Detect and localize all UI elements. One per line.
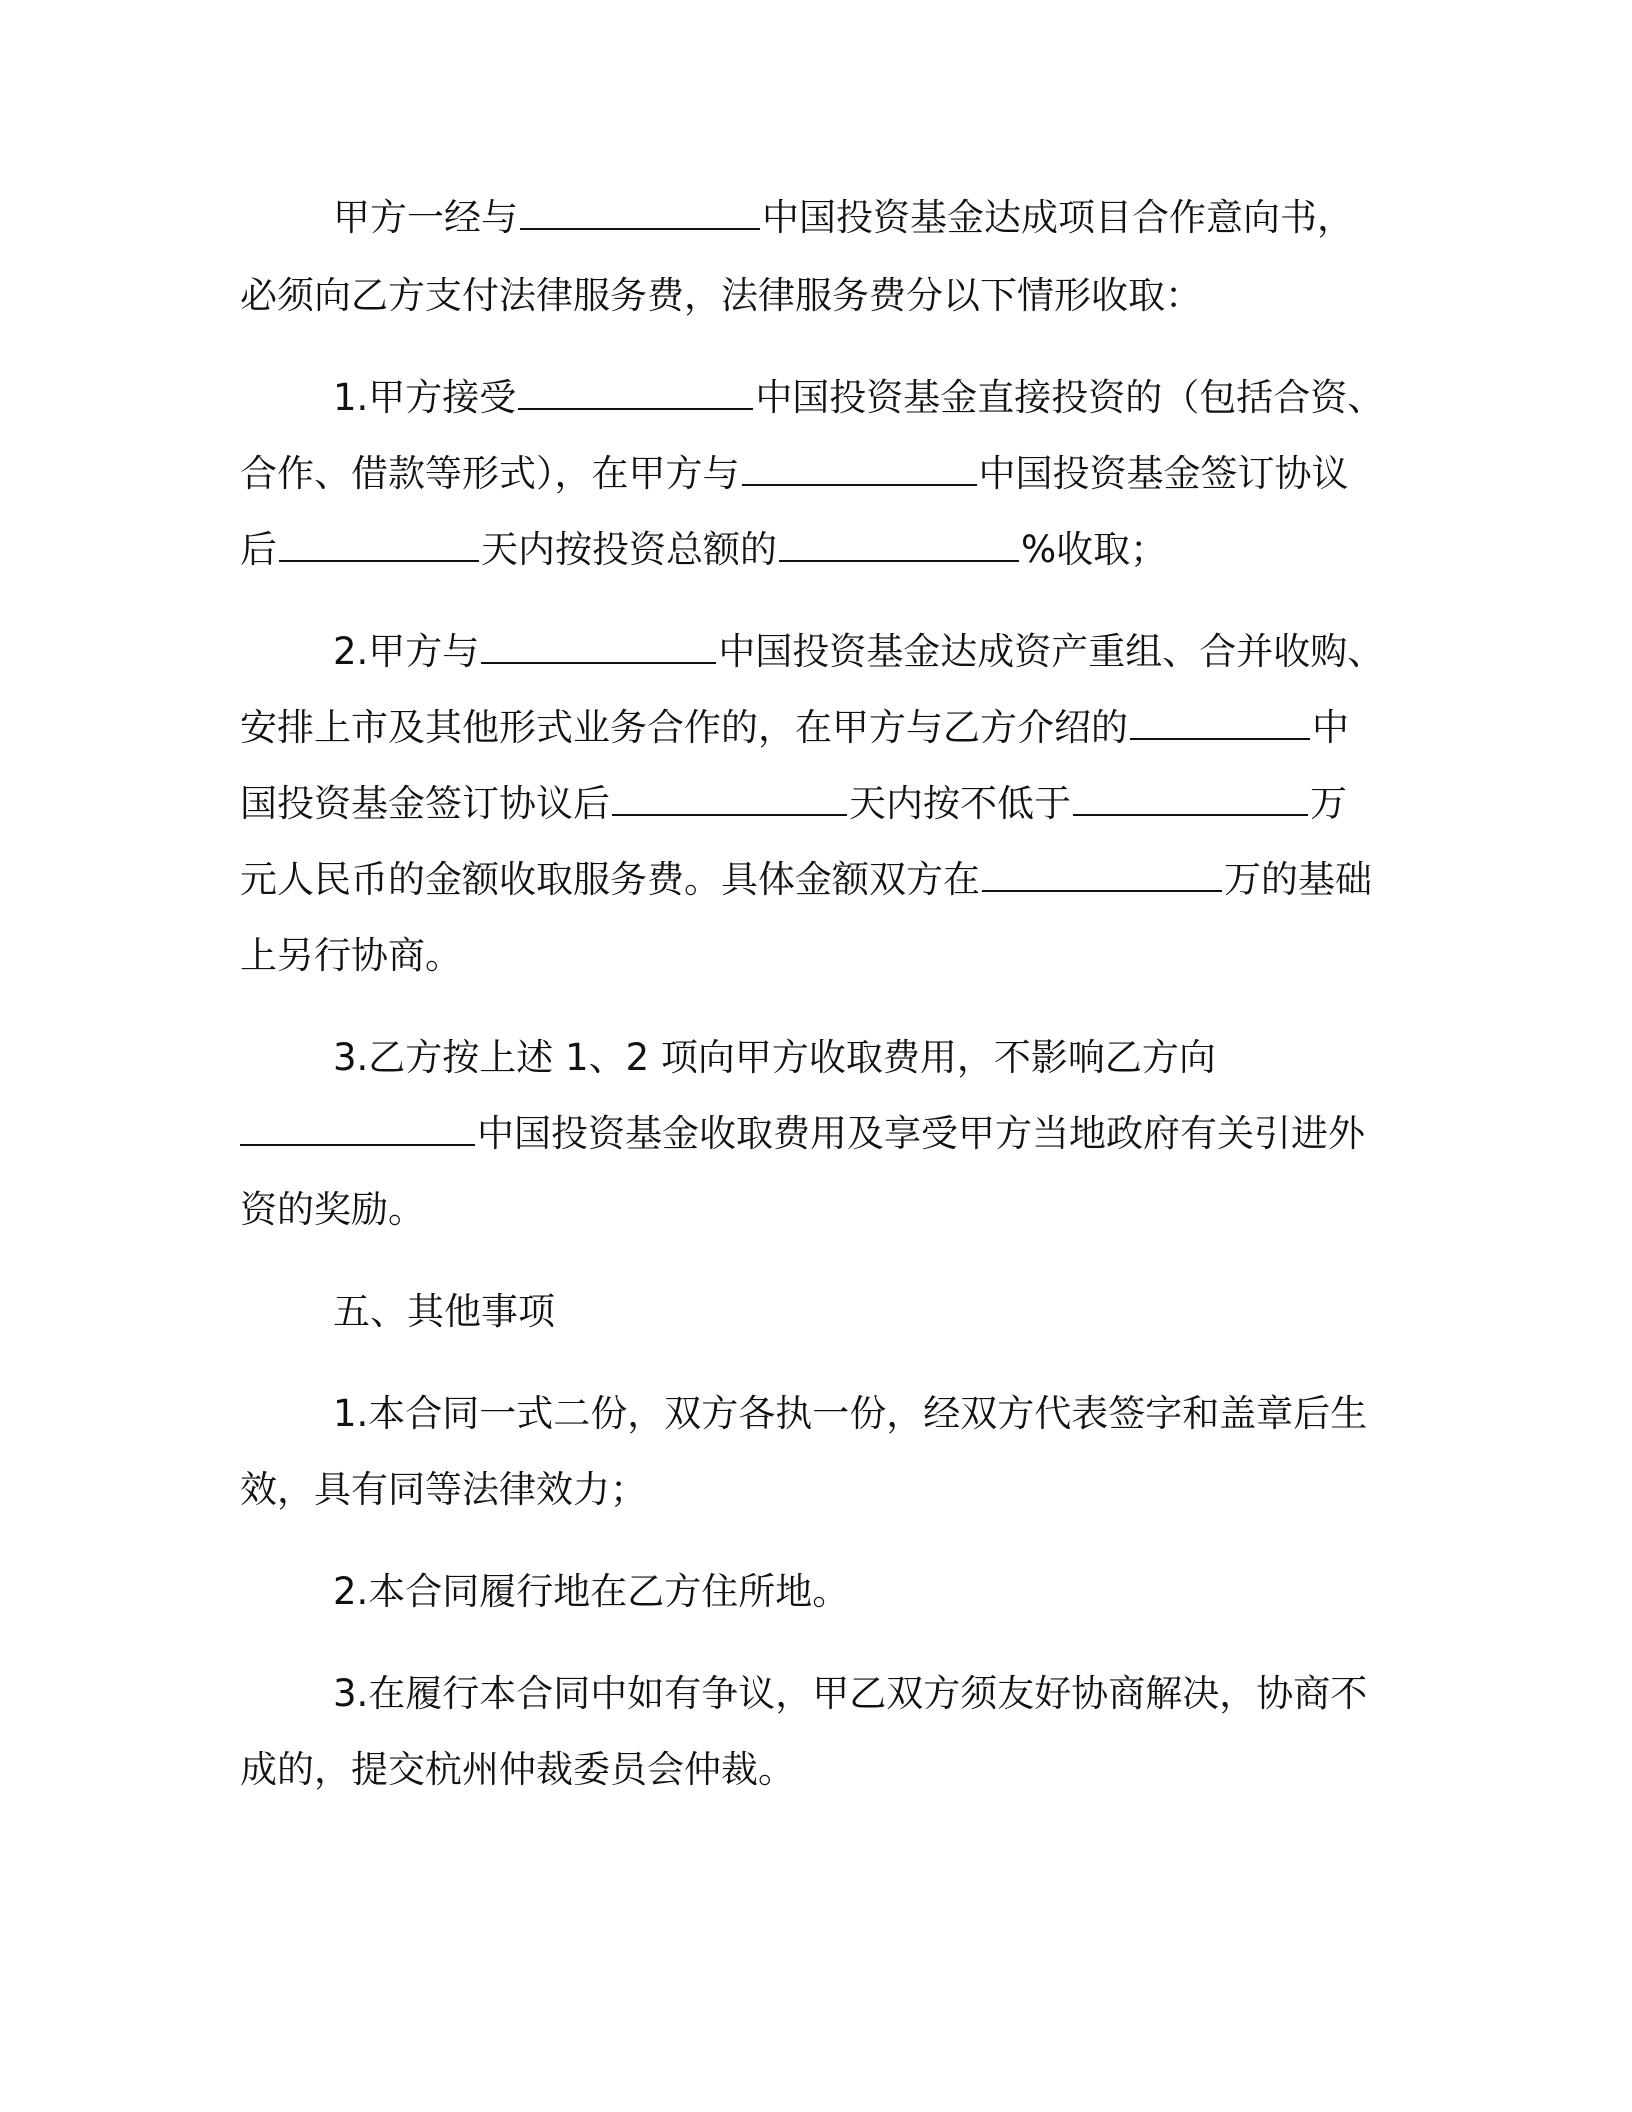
text: 元人民币的金额收取服务费。具体金额双方在 <box>240 858 980 901</box>
item3-line-1: 3.乙方按上述 1、2 项向甲方收取费用，不影响乙方向 <box>333 1036 1216 1079</box>
fill-in-blank <box>1130 704 1310 740</box>
text: 甲方一经与 <box>333 196 518 239</box>
item1-line-3 <box>240 526 1390 574</box>
item2-line-2 <box>240 704 1390 752</box>
text: 中 <box>1312 706 1349 749</box>
fill-in-blank <box>1073 780 1308 816</box>
text: 中国投资基金达成资产重组、合并收购、 <box>718 630 1385 673</box>
text: 中国投资基金签订协议 <box>978 452 1349 495</box>
fill-in-blank <box>742 450 977 486</box>
text: 天内按不低于 <box>849 782 1071 825</box>
item1-line-1 <box>333 374 1483 422</box>
fill-in-blank <box>279 526 479 562</box>
section5-heading: 五、其他事项 <box>333 1290 555 1333</box>
text: 万 <box>1310 782 1347 825</box>
item2-line-4 <box>240 856 1390 904</box>
item1-line-2 <box>240 450 1390 498</box>
text: 天内按投资总额的 <box>481 528 777 571</box>
text: 中国投资基金收取费用及享受甲方当地政府有关引进外 <box>477 1112 1365 1155</box>
text: 1.甲方接受 <box>333 376 517 419</box>
fill-in-blank <box>240 1110 475 1146</box>
section5-p2: 2.本合同履行地在乙方住所地。 <box>333 1570 850 1613</box>
intro-line-1 <box>333 194 1483 242</box>
item2-line-1 <box>333 628 1483 676</box>
text: 国投资基金签订协议后 <box>240 782 610 825</box>
text: %收取； <box>1021 528 1168 571</box>
text: 中国投资基金直接投资的（包括合资、 <box>755 376 1385 419</box>
fill-in-blank <box>481 628 716 664</box>
fill-in-blank <box>520 194 760 230</box>
item2-line-3 <box>240 780 1390 828</box>
section5-p1-line-1: 1.本合同一式二份，双方各执一份，经双方代表签字和盖章后生 <box>333 1392 1368 1435</box>
section5-p1-line-2: 效，具有同等法律效力； <box>240 1468 647 1511</box>
intro-line-2: 必须向乙方支付法律服务费，法律服务费分以下情形收取： <box>240 274 1202 317</box>
section5-p3-line-1: 3.在履行本合同中如有争议，甲乙双方须友好协商解决，协商不 <box>333 1672 1368 1715</box>
text: 万的基础 <box>1224 858 1372 901</box>
item3-line-2 <box>240 1110 1390 1158</box>
fill-in-blank <box>982 856 1222 892</box>
text: 合作、借款等形式），在甲方与 <box>240 452 740 495</box>
fill-in-blank <box>779 526 1019 562</box>
text: 中国投资基金达成项目合作意向书， <box>762 196 1354 239</box>
text: 安排上市及其他形式业务合作的，在甲方与乙方介绍的 <box>240 706 1128 749</box>
item3-line-3: 资的奖励。 <box>240 1188 425 1231</box>
fill-in-blank <box>518 374 753 410</box>
section5-p3-line-2: 成的，提交杭州仲裁委员会仲裁。 <box>240 1748 795 1791</box>
fill-in-blank <box>612 780 847 816</box>
text: 后 <box>240 528 277 571</box>
item2-line-5: 上另行协商。 <box>240 934 462 977</box>
text: 2.甲方与 <box>333 630 480 673</box>
